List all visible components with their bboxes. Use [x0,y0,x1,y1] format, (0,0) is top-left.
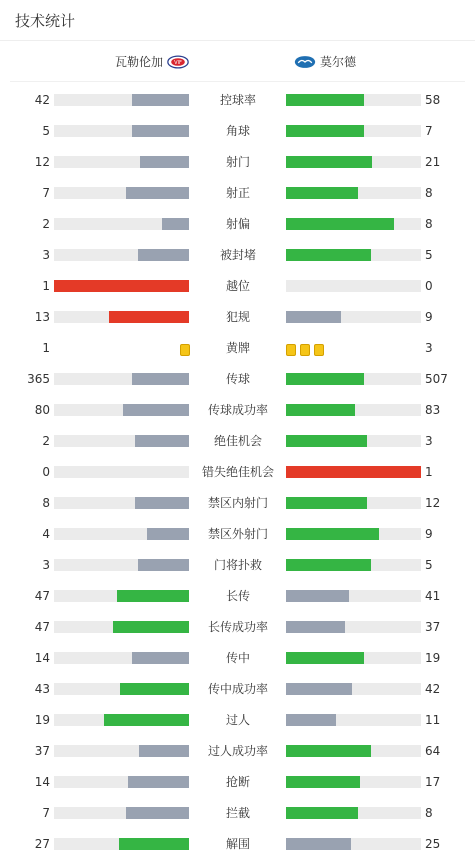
stat-label: 被封堵 [219,248,256,262]
away-stat-bar-fill [286,621,345,633]
home-stat-value: 2 [42,434,50,448]
away-stat-bar [286,590,421,602]
away-stat-value: 8 [425,217,433,231]
home-stat-bar-fill [132,652,189,664]
away-stat-bar-fill [286,373,364,385]
stat-label: 越位 [225,279,250,293]
stat-row [0,214,475,245]
home-stat-value: 27 [34,837,50,851]
away-stat-bar-fill [286,435,367,447]
home-stat-value: 80 [34,403,50,417]
away-stat-bar [286,714,421,726]
away-stat-bar [286,249,421,261]
home-stat-bar [54,776,189,788]
away-stat-bar [286,280,421,292]
home-stat-bar [54,621,189,633]
stat-row [0,710,475,741]
stat-row [0,245,475,276]
away-stat-bar-fill [286,745,371,757]
away-stat-bar-fill [286,156,372,168]
away-team-name: 莫尔德 [320,55,357,69]
away-stat-bar-fill [286,125,364,137]
stat-row [0,121,475,152]
away-team[interactable] [290,53,356,70]
home-stat-bar [54,652,189,664]
svg-text:VIF: VIF [174,59,182,66]
home-stat-bar-fill [162,218,189,230]
stat-label: 过人成功率 [207,744,268,758]
home-stat-bar [54,311,189,323]
home-stat-value: 42 [34,93,50,107]
stat-row [0,276,475,307]
away-stat-bar [286,838,421,850]
stat-row [0,524,475,555]
away-stat-bar [286,311,421,323]
away-stat-bar [286,466,421,478]
home-stat-value: 3 [42,558,50,572]
stat-row [0,555,475,586]
home-stat-bar [54,249,189,261]
stat-label: 拦截 [225,806,250,820]
away-stat-value: 1 [425,465,433,479]
home-stat-bar [54,559,189,571]
home-stat-bar [54,528,189,540]
away-stat-bar [286,156,421,168]
stat-label: 传中成功率 [207,682,268,696]
stat-row [0,772,475,803]
home-team-name: 瓦勒伦加 [115,55,164,69]
stat-label: 犯规 [225,310,250,324]
away-stat-bar [286,559,421,571]
home-stat-value: 5 [42,124,50,138]
molde-badge-icon [294,55,316,69]
home-stat-bar-fill [104,714,189,726]
home-stat-bar [54,466,189,478]
away-stat-bar-fill [286,404,355,416]
home-stat-value: 47 [34,620,50,634]
away-stat-bar-fill [286,559,371,571]
stat-label: 传中 [225,651,250,665]
away-stat-value: 64 [425,744,441,758]
away-stat-value: 0 [425,279,433,293]
stat-row [0,803,475,834]
home-stat-bar [54,218,189,230]
away-stat-value: 3 [425,341,433,355]
yellow-card-icon [286,344,296,356]
away-stat-value: 17 [425,775,441,789]
away-stat-value: 507 [425,372,448,386]
away-stat-bar-fill [286,466,421,478]
home-stat-bar-fill [132,125,189,137]
home-stat-bar-fill [132,373,189,385]
home-stat-bar-fill [126,807,189,819]
away-stat-value: 12 [425,496,441,510]
stat-row [0,431,475,462]
away-stat-bar-fill [286,776,360,788]
home-stat-bar [54,745,189,757]
stat-label: 射正 [225,186,250,200]
away-stat-value: 5 [425,558,433,572]
away-stat-value: 25 [425,837,441,851]
stat-label: 角球 [225,124,250,138]
away-stat-bar-fill [286,652,364,664]
stat-label: 传球成功率 [207,403,268,417]
away-stat-bar [286,373,421,385]
away-stat-bar-fill [286,528,379,540]
stat-row [0,586,475,617]
home-stat-bar-fill [123,404,189,416]
home-stat-value: 7 [42,186,50,200]
stat-label: 禁区外射门 [207,527,268,541]
away-stat-value: 3 [425,434,433,448]
away-stat-bar [286,435,421,447]
home-stat-bar [54,714,189,726]
away-stat-value: 83 [425,403,441,417]
home-stat-value: 4 [42,527,50,541]
away-stat-bar [286,497,421,509]
stat-row [0,90,475,121]
home-stat-value: 19 [34,713,50,727]
home-stat-bar-fill [117,590,189,602]
away-stat-bar [286,218,421,230]
home-stat-bar [54,156,189,168]
stat-row [0,400,475,431]
home-stat-bar-fill [139,745,189,757]
home-stat-bar [54,435,189,447]
home-stat-bar-fill [120,683,189,695]
away-stat-value: 58 [425,93,441,107]
stat-row [0,648,475,679]
away-stat-value: 42 [425,682,441,696]
home-stat-value: 14 [34,651,50,665]
home-stat-value: 12 [34,155,50,169]
vif-badge-icon [167,55,189,69]
away-stat-bar [286,776,421,788]
stat-row [0,679,475,710]
stat-label: 长传 [225,589,250,603]
stat-label: 抢断 [225,775,250,789]
away-stat-bar-fill [286,187,358,199]
home-stat-value: 0 [42,465,50,479]
teams-header [10,41,465,82]
away-stat-bar [286,404,421,416]
home-stat-bar-fill [135,435,189,447]
home-stat-bar [54,125,189,137]
away-stat-value: 19 [425,651,441,665]
home-stat-bar-fill [109,311,189,323]
away-stat-bar-fill [286,311,341,323]
stat-row [0,183,475,214]
page-title: 技术统计 [15,12,76,30]
home-stat-bar-fill [147,528,189,540]
stat-label: 射偏 [225,217,250,231]
away-stat-bar-fill [286,590,349,602]
home-stat-bar [54,807,189,819]
home-stat-bar-fill [113,621,189,633]
home-stat-bar [54,590,189,602]
home-stat-value: 1 [42,279,50,293]
home-stat-bar-fill [138,559,189,571]
home-stat-bar-fill [54,280,189,292]
stat-row [0,741,475,772]
home-stat-value: 13 [34,310,50,324]
stat-label: 传球 [225,372,250,386]
stat-label: 错失绝佳机会 [201,465,274,479]
home-stat-bar-fill [128,776,189,788]
home-stat-bar [54,497,189,509]
header [0,0,475,41]
away-stat-value: 41 [425,589,441,603]
stat-label: 射门 [225,155,250,169]
home-stat-bar [54,683,189,695]
home-stat-bar [54,404,189,416]
home-yellow-cards [176,341,189,354]
stat-row [0,617,475,648]
home-stat-bar [54,373,189,385]
yellow-card-icon [180,344,190,356]
stat-row [0,493,475,524]
stat-label: 过人 [225,713,250,727]
home-stat-bar [54,187,189,199]
home-stat-bar-fill [135,497,189,509]
home-stat-bar [54,838,189,850]
away-stat-bar-fill [286,807,358,819]
away-stat-value: 9 [425,527,433,541]
home-stat-value: 14 [34,775,50,789]
home-stat-value: 8 [42,496,50,510]
stat-label: 禁区内射门 [207,496,268,510]
stat-label: 控球率 [219,93,256,107]
home-team[interactable] [115,53,193,70]
away-stat-bar [286,652,421,664]
away-stat-bar [286,125,421,137]
away-stat-value: 37 [425,620,441,634]
stat-row [0,152,475,183]
away-stat-bar [286,94,421,106]
yellow-card-icon [314,344,324,356]
away-stat-bar [286,807,421,819]
stat-label: 门将扑救 [213,558,262,572]
home-stat-value: 3 [42,248,50,262]
stat-row [0,369,475,400]
away-stat-value: 7 [425,124,433,138]
away-stat-bar-fill [286,249,371,261]
away-stat-value: 8 [425,186,433,200]
home-stat-bar [54,94,189,106]
home-stat-value: 43 [34,682,50,696]
stat-row [0,462,475,493]
away-stat-bar [286,745,421,757]
home-stat-value: 47 [34,589,50,603]
stat-label: 黄牌 [225,341,250,355]
home-stat-bar-fill [140,156,189,168]
away-stat-value: 21 [425,155,441,169]
stat-label: 长传成功率 [207,620,268,634]
away-stat-bar-fill [286,714,336,726]
away-stat-bar [286,528,421,540]
home-stat-bar-fill [126,187,189,199]
away-stat-bar-fill [286,218,394,230]
away-stat-bar [286,187,421,199]
away-stat-value: 8 [425,806,433,820]
away-stat-bar-fill [286,838,351,850]
away-stat-value: 5 [425,248,433,262]
away-stat-bar-fill [286,497,367,509]
home-stat-bar [54,280,189,292]
home-stat-bar-fill [119,838,189,850]
away-stat-bar [286,683,421,695]
home-stat-value: 37 [34,744,50,758]
away-yellow-cards [286,341,328,354]
away-stat-bar [286,621,421,633]
home-stat-value: 2 [42,217,50,231]
yellow-card-icon [300,344,310,356]
stat-row [0,307,475,338]
stat-label: 绝佳机会 [213,434,262,448]
home-stat-bar-fill [132,94,189,106]
away-stat-value: 11 [425,713,441,727]
home-stat-value: 1 [42,341,50,355]
away-stat-value: 9 [425,310,433,324]
stat-row [0,834,475,865]
home-stat-value: 7 [42,806,50,820]
home-stat-value: 365 [27,372,50,386]
away-stat-bar-fill [286,94,364,106]
home-stat-bar-fill [138,249,189,261]
stat-row [0,338,475,369]
stat-label: 解围 [225,837,250,851]
away-stat-bar-fill [286,683,352,695]
